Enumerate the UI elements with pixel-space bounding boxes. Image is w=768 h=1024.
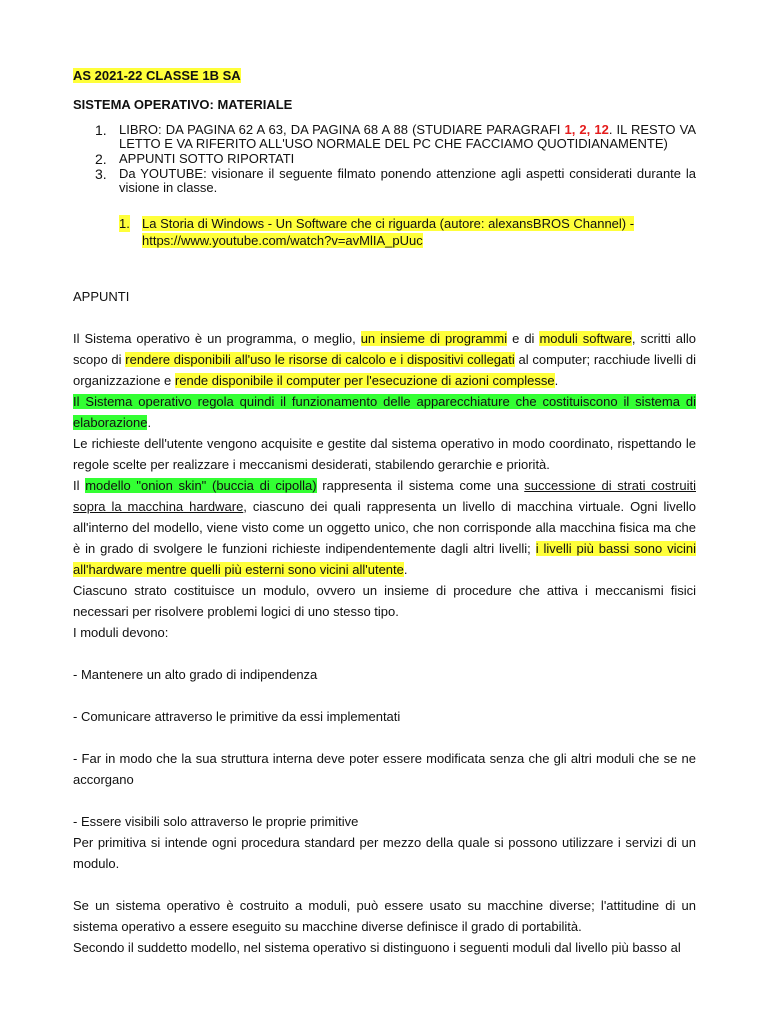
paragraph: Secondo il suddetto modello, nel sistema operativo si distinguono i seguenti moduli dal livello più basso al: [73, 940, 681, 955]
paragraph: Il Sistema operativo regola quindi il funzionamento delle apparecchiature che costituiscono il sistema di elaborazione.: [73, 394, 696, 430]
spacer: [73, 685, 696, 706]
spacer: [73, 874, 696, 895]
list-item: 3. Da YOUTUBE: visionare il seguente filmato ponendo attenzione agli aspetti considerati durante la visione in classe.: [95, 166, 696, 195]
bullet-item: - Essere visibili solo attraverso le proprie primitive: [73, 814, 359, 829]
paragraph: Ciascuno strato costituisce un modulo, ovvero un insieme di procedure che attiva i meccanismi fisici necessari per risolvere problemi logici di uno stesso tipo.: [73, 583, 696, 619]
paragraph: Se un sistema operativo è costruito a moduli, può essere usato su macchine diverse; l'attitudine di un sistema operativo a essere eseguito su macchine diverse definisce il grado di portabilità.: [73, 898, 696, 934]
spacer: [73, 643, 696, 664]
material-list: [73, 123, 696, 195]
paragraph: Il Sistema operativo è un programma, o meglio, un insieme di programmi e di moduli software, scritti allo scopo di rendere disponibili all'uso le risorse di calcolo e i dispositivi collegati al computer; racchiude livelli di organizzazione e rende disponibile il computer per l'esecuzione di azioni complesse.: [73, 331, 696, 388]
bullet-item: - Mantenere un alto grado di indipendenza: [73, 667, 318, 682]
document-title: AS 2021-22 CLASSE 1B SA: [73, 68, 241, 83]
video-url[interactable]: https://www.youtube.com/watch?v=avMlIA_pUuc: [142, 233, 423, 248]
document-subtitle: SISTEMA OPERATIVO: MATERIALE: [73, 97, 293, 112]
list-item: 2. APPUNTI SOTTO RIPORTATI: [95, 151, 295, 167]
bullet-item: - Comunicare attraverso le primitive da essi implementati: [73, 709, 401, 724]
paragraph: Per primitiva si intende ogni procedura standard per mezzo della quale si possono utilizzare i servizi di un modulo.: [73, 835, 696, 871]
paragraph: I moduli devono:: [73, 625, 169, 640]
spacer: [73, 790, 696, 811]
spacer: [73, 727, 696, 748]
video-link[interactable]: 1. La Storia di Windows - Un Software che ci riguarda (autore: alexansBROS Channel) - https://www.youtube.com/watch?v=avMlIA_pUuc: [119, 216, 635, 248]
list-item: 1. LIBRO: DA PAGINA 62 A 63, DA PAGINA 68 A 88 (STUDIARE PARAGRAFI 1, 2, 12. IL RESTO VA LETTO E VA RIFERITO ALL'USO NORMALE DEL PC CHE FACCIAMO QUOTIDIANAMENTE): [95, 122, 696, 151]
notes-body: [73, 328, 696, 958]
bullet-item: - Far in modo che la sua struttura interna deve poter essere modificata senza che gli altri moduli che se ne accorgano: [73, 751, 696, 787]
appunti-heading: APPUNTI: [73, 289, 130, 304]
video-list: [73, 215, 696, 249]
paragraph-refs: 1, 2, 12: [564, 122, 609, 137]
paragraph: Le richieste dell'utente vengono acquisite e gestite dal sistema operativo in modo coordinato, rispettando le regole scelte per realizzare i meccanismi desiderati, stabilendo gerarchie e priorità.: [73, 436, 696, 472]
paragraph: Il modello "onion skin" (buccia di cipolla) rappresenta il sistema come una successione di strati costruiti sopra la macchina hardware, ciascuno dei quali rappresenta un livello di macchina virtuale. Ogni livello all'interno del modello, viene visto come un oggetto unico, che non corrisponde alla macchina fisica ma che è in grado di svolgere le funzioni richieste indipendentemente dagli altri livelli; i livelli più bassi sono vicini all'hardware mentre quelli più esterni sono vicini all'utente.: [73, 478, 696, 577]
